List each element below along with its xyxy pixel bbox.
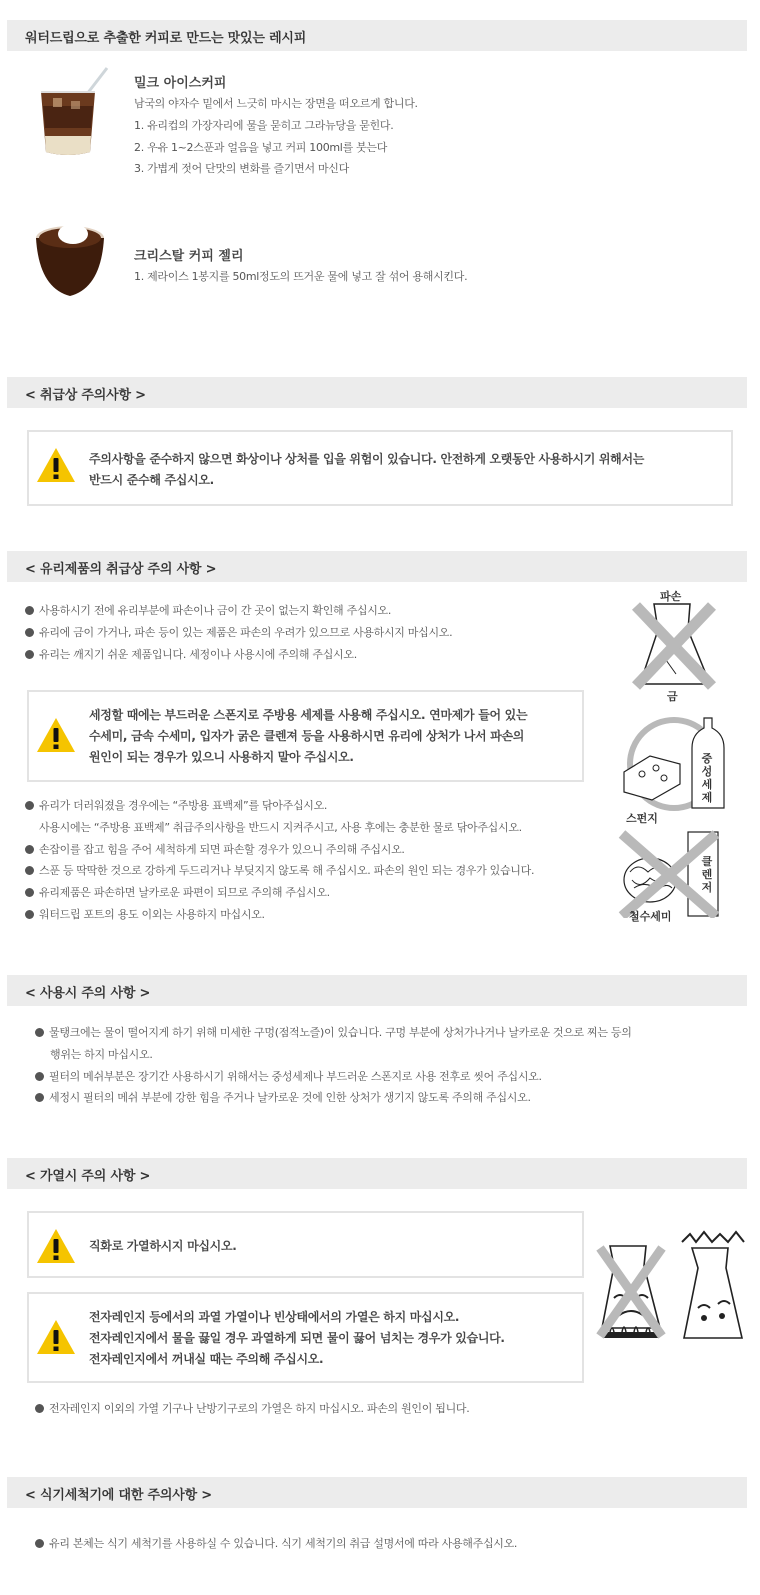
list-item: 유리제품은 파손하면 날카로운 파편이 되므로 주의해 주십시오. bbox=[25, 884, 330, 900]
heating-warning-box-2 bbox=[27, 1292, 584, 1383]
list-item: 유리가 더러워졌을 경우에는 “주방용 표백제”를 닦아주십시오. bbox=[25, 797, 327, 813]
boiling-over-flask-icon bbox=[678, 1230, 748, 1344]
bullet-icon bbox=[35, 1028, 44, 1037]
list-item: 워터드립 포트의 용도 이외는 사용하지 마십시오. bbox=[25, 906, 265, 922]
recipe-line: 3. 가볍게 젓어 단맛의 변화를 즐기면서 마신다 bbox=[134, 162, 349, 175]
bullet-icon bbox=[35, 1072, 44, 1081]
bullet-icon bbox=[25, 801, 34, 810]
list-item: 물탱크에는 물이 떨어지게 하기 위해 미세한 구멍(점적노즐)이 있습니다. 구멍 부분에 상처가나거나 날카로운 것으로 찌는 등의 bbox=[35, 1024, 632, 1040]
list-item: 손잡이를 잡고 힘을 주어 세척하게 되면 파손할 경우가 있으니 주의해 주십시오. bbox=[25, 841, 405, 857]
warning-text: 주의사항을 준수하지 않으면 화상이나 상처를 입을 위험이 있습니다. 안전하게 오랫동안 사용하시기 위해서는 반드시 준수해 주십시오. bbox=[89, 452, 645, 487]
warning-icon bbox=[35, 1227, 77, 1265]
warning-icon bbox=[35, 446, 77, 484]
recipe-line: 남국의 야자수 밑에서 느긋히 마시는 장면을 떠오르게 합니다. bbox=[134, 97, 418, 110]
list-item: 사용하시기 전에 유리부분에 파손이나 금이 간 곳이 없는지 확인해 주십시오. bbox=[25, 602, 391, 618]
coffee-jelly-title: 크리스탈 커피 젤리 bbox=[134, 249, 244, 264]
bullet-icon bbox=[25, 606, 34, 615]
recipe-line: 1. 제라이스 1봉지를 50ml정도의 뜨거운 물에 넣고 잘 섞어 용해시킨다. bbox=[134, 270, 468, 283]
handling-warning-box bbox=[27, 430, 733, 506]
warning-text: 직화로 가열하시지 마십시오. bbox=[89, 1239, 237, 1253]
list-item: 세정시 필터의 메쉬 부분에 강한 힘을 주거나 날카로운 것에 인한 상처가 생기지 않도록 주의해 주십시오. bbox=[35, 1089, 531, 1105]
heating-section-header: < 가열시 주의 사항 > bbox=[7, 1158, 747, 1189]
list-item: 유리에 금이 가거나, 파손 등이 있는 제품은 파손의 우려가 있으므로 사용하시지 마십시오. bbox=[25, 624, 452, 640]
heating-warning-box-1 bbox=[27, 1211, 584, 1278]
bullet-icon bbox=[25, 650, 34, 659]
flask-on-flame-ng-icon bbox=[596, 1236, 666, 1348]
dishwasher-section-header: < 식기세척기에 대한 주의사항 > bbox=[7, 1477, 747, 1508]
list-item: 행위는 하지 마십시오. bbox=[50, 1048, 153, 1061]
cleanser-label: 클렌저 bbox=[701, 855, 713, 894]
list-item: 사용시에는 “주방용 표백제” 취급주의사항을 반드시 지켜주시고, 사용 후에는 충분한 물로 닦아주십시오. bbox=[39, 821, 522, 834]
bullet-icon bbox=[25, 628, 34, 637]
coffee-jelly-image bbox=[33, 212, 107, 300]
list-item: 스푼 등 딱딱한 것으로 강하게 두드리거나 부딪지지 않도록 해 주십시오. 파손의 원인 되는 경우가 있습니다. bbox=[25, 862, 534, 878]
list-item: 필터의 메쉬부분은 장기간 사용하시기 위해서는 중성세제나 부드러운 스폰지로 사용 전후로 씻어 주십시오. bbox=[35, 1068, 542, 1084]
crack-label: 금 bbox=[667, 690, 678, 703]
handling-section-header: < 취급상 주의사항 > bbox=[7, 377, 747, 408]
cracked-flask-icon bbox=[632, 600, 718, 690]
warning-text: 세정할 때에는 부드러운 스폰지로 주방용 세제를 사용해 주십시오. 연마제가 들어 있는 수세미, 금속 수세미, 입자가 굵은 클렌져 등을 사용하시면 유리에 상처가 나서 파손의 원인이 되는 경우가 있으니 사용하지 말아 주십시오. bbox=[89, 708, 528, 764]
list-item: 유리는 깨지기 쉬운 제품입니다. 세정이나 사용시에 주의해 주십시오. bbox=[25, 646, 357, 662]
warning-text: 전자레인지 등에서의 과열 가열이나 빈상태에서의 가열은 하지 마십시오. 전자레인지에서 물을 끓일 경우 과열하게 되면 물이 끓어 넘치는 경우가 있습니다. 전자레인지에서 꺼내실 때는 주의해 주십시오. bbox=[89, 1310, 505, 1366]
list-item: 유리 본체는 식기 세척기를 사용하실 수 있습니다. 식기 세척기의 취급 설명서에 따라 사용해주십시오. bbox=[35, 1535, 517, 1551]
warning-icon bbox=[35, 716, 77, 754]
sponge-label: 스펀지 bbox=[626, 812, 658, 825]
bullet-icon bbox=[35, 1404, 44, 1413]
bullet-icon bbox=[25, 845, 34, 854]
bullet-icon bbox=[25, 888, 34, 897]
steel-wool-label: 철수세미 bbox=[629, 910, 672, 923]
bullet-icon bbox=[25, 910, 34, 919]
warning-icon bbox=[35, 1318, 77, 1356]
list-item: 전자레인지 이외의 가열 기구나 난방기구로의 가열은 하지 마십시오. 파손의 원인이 됩니다. bbox=[35, 1400, 469, 1416]
recipe-line: 2. 우유 1~2스푼과 얼음을 넣고 커피 100ml를 붓는다 bbox=[134, 141, 388, 154]
recipe-section-header: 워터드립으로 추출한 커피로 만드는 맛있는 레시피 bbox=[7, 20, 747, 51]
bullet-icon bbox=[25, 866, 34, 875]
milk-ice-coffee-title: 밀크 아이스커피 bbox=[134, 76, 227, 91]
glass-section-header: < 유리제품의 취급상 주의 사항 > bbox=[7, 551, 747, 582]
milk-ice-coffee-image bbox=[35, 66, 111, 158]
recipe-line: 1. 유리컵의 가장자리에 물을 묻히고 그라뉴당을 묻힌다. bbox=[134, 119, 394, 132]
detergent-label: 중성세제 bbox=[701, 752, 713, 804]
bullet-icon bbox=[35, 1539, 44, 1548]
damage-label: 파손 bbox=[660, 590, 682, 603]
usage-section-header: < 사용시 주의 사항 > bbox=[7, 975, 747, 1006]
bullet-icon bbox=[35, 1093, 44, 1102]
sponge-detergent-ok-icon bbox=[620, 712, 736, 812]
glass-warning-box bbox=[27, 690, 584, 782]
